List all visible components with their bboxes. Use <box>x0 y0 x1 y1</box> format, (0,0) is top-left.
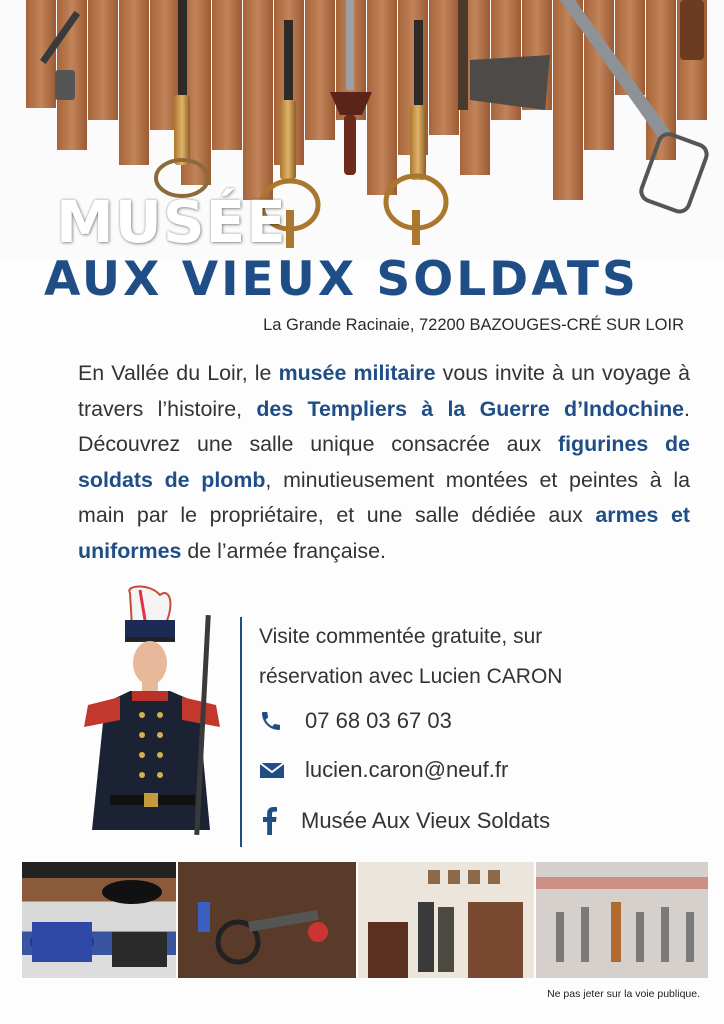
intro-highlight: figurines de soldats de plomb <box>78 432 691 492</box>
phone-contact[interactable] <box>259 708 452 734</box>
intro-text: de l’armée française. <box>181 538 386 563</box>
intro-text: , minutieusement montées et peintes à la main par le propriétaire, et une salle dédiée aux <box>78 467 690 527</box>
photo-kepis-collection <box>22 862 176 978</box>
facebook-contact[interactable] <box>259 807 550 835</box>
title-aux-vieux-soldats: AUX VIEUX SOLDATS <box>44 252 639 307</box>
footer-note: Ne pas jeter sur la voie publique. <box>547 988 700 1000</box>
email-contact[interactable] <box>259 757 508 783</box>
facebook-icon <box>259 807 293 835</box>
contact-divider <box>240 617 242 847</box>
title-musee: MUSÉE <box>56 188 287 256</box>
intro-text: En Vallée du Loir, le <box>78 361 279 385</box>
photo-artillery-diorama <box>178 862 356 978</box>
phone-icon <box>259 709 293 733</box>
soldier-uniform-photo <box>70 585 235 855</box>
facebook-page-name: Musée Aux Vieux Soldats <box>301 808 551 833</box>
intro-paragraph <box>78 356 690 569</box>
visit-info <box>259 617 562 697</box>
scabbard-corner <box>680 0 704 60</box>
intro-highlight: musée militaire <box>278 361 436 385</box>
photo-uniforms-room <box>358 862 534 978</box>
envelope-icon <box>259 760 293 780</box>
phone-number: 07 68 03 67 03 <box>305 708 452 733</box>
photo-lead-soldiers <box>536 862 708 978</box>
intro-text: vous invite à un voyage à travers l’histoire, <box>78 361 691 421</box>
visit-line2: réservation avec Lucien CARON <box>259 665 563 688</box>
museum-photo-strip <box>22 862 708 978</box>
address: La Grande Racinaie, 72200 BAZOUGES-CRÉ SUR LOIR <box>263 316 684 334</box>
intro-highlight: armes et uniformes <box>78 503 690 563</box>
visit-line1: Visite commentée gratuite, sur <box>259 625 543 648</box>
intro-text: . Découvrez une salle unique consacrée aux <box>78 396 690 456</box>
intro-highlight: des Templiers à la Guerre d’Indochine <box>256 396 685 421</box>
email-address: lucien.caron@neuf.fr <box>305 757 509 782</box>
